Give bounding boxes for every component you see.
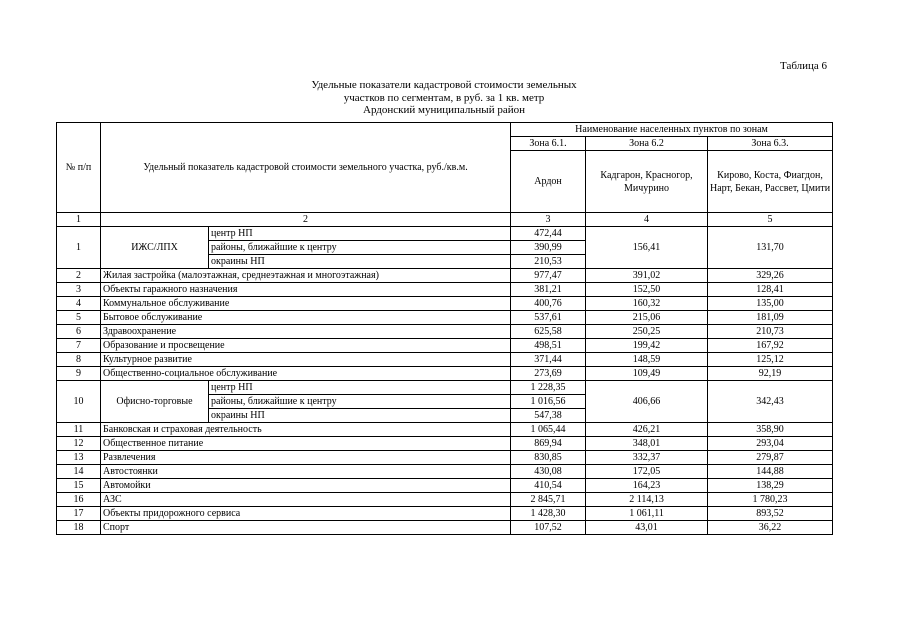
zone-1-value: 390,99	[511, 241, 586, 255]
zone-3-value: 131,70	[708, 227, 833, 269]
zone-2-value: 43,01	[586, 521, 708, 535]
zone-3-value: 128,41	[708, 283, 833, 297]
table-row	[57, 493, 833, 507]
sub-row-name: окраины НП	[209, 409, 511, 423]
zone-3-value: 342,43	[708, 381, 833, 423]
row-number: 15	[57, 479, 101, 493]
title-line-3: Ардонский муниципальный район	[363, 104, 525, 116]
zone-3-value: 135,00	[708, 297, 833, 311]
col-number: 4	[586, 213, 708, 227]
table-row	[57, 353, 833, 367]
sub-row-name: центр НП	[209, 381, 511, 395]
sub-row-name: районы, ближайшие к центру	[209, 241, 511, 255]
sub-row-name: районы, ближайшие к центру	[209, 395, 511, 409]
zone-2-value: 156,41	[586, 227, 708, 269]
row-name: Бытовое обслуживание	[101, 311, 511, 325]
zone-1-value: 625,58	[511, 325, 586, 339]
table-row	[57, 479, 833, 493]
table-row	[57, 325, 833, 339]
zone-1-value: 1 228,35	[511, 381, 586, 395]
row-number: 17	[57, 507, 101, 521]
zone-3-value: 181,09	[708, 311, 833, 325]
zone-3-value: 329,26	[708, 269, 833, 283]
zone-1-value: 1 016,56	[511, 395, 586, 409]
header-zone-3: Зона 6.3.	[708, 137, 833, 151]
zone-2-value: 160,32	[586, 297, 708, 311]
zone-2-value: 109,49	[586, 367, 708, 381]
row-number: 3	[57, 283, 101, 297]
row-name: Коммунальное обслуживание	[101, 297, 511, 311]
zone-2-value: 199,42	[586, 339, 708, 353]
zone-3-value: 138,29	[708, 479, 833, 493]
sub-row-name: центр НП	[209, 227, 511, 241]
row-number: 7	[57, 339, 101, 353]
cadastral-value-table	[56, 122, 833, 535]
col-number: 1	[57, 213, 101, 227]
zone-1-value: 537,61	[511, 311, 586, 325]
zone-1-value: 498,51	[511, 339, 586, 353]
table-row	[57, 339, 833, 353]
header-zone-2: Зона 6.2	[586, 137, 708, 151]
table-row	[57, 381, 833, 395]
table-row	[57, 269, 833, 283]
sub-row-name: окраины НП	[209, 255, 511, 269]
row-number: 13	[57, 451, 101, 465]
table-label: Таблица 6	[780, 60, 828, 72]
zone-2-value: 1 061,11	[586, 507, 708, 521]
header-settlement-3: Кирово, Коста, Фиагдон, Нарт, Бекан, Рассвет, Цмити	[708, 151, 833, 213]
zone-3-value: 893,52	[708, 507, 833, 521]
row-name: Автостоянки	[101, 465, 511, 479]
row-name: Жилая застройка (малоэтажная, среднеэтажная и многоэтажная)	[101, 269, 511, 283]
header-settlement-2: Кадгарон, Красногор, Мичурино	[586, 151, 708, 213]
zone-1-value: 1 065,44	[511, 423, 586, 437]
zone-1-value: 472,44	[511, 227, 586, 241]
zone-3-value: 1 780,23	[708, 493, 833, 507]
title-line-2: участков по сегментам, в руб. за 1 кв. метр	[343, 91, 545, 104]
zone-2-value: 215,06	[586, 311, 708, 325]
zone-2-value: 2 114,13	[586, 493, 708, 507]
col-number: 2	[101, 213, 511, 227]
row-number: 1	[57, 227, 101, 269]
row-name: АЗС	[101, 493, 511, 507]
table-row	[57, 465, 833, 479]
zone-1-value: 869,94	[511, 437, 586, 451]
zone-3-value: 167,92	[708, 339, 833, 353]
row-number: 6	[57, 325, 101, 339]
zone-2-value: 148,59	[586, 353, 708, 367]
row-number: 9	[57, 367, 101, 381]
row-name: Здравоохранение	[101, 325, 511, 339]
table-row	[57, 227, 833, 241]
zone-1-value: 977,47	[511, 269, 586, 283]
header-indicator: Удельный показатель кадастровой стоимости земельного участка, руб./кв.м.	[101, 123, 511, 213]
row-number: 5	[57, 311, 101, 325]
row-name: ИЖС/ЛПХ	[101, 227, 209, 269]
table-row	[57, 507, 833, 521]
zone-2-value: 172,05	[586, 465, 708, 479]
zone-2-value: 332,37	[586, 451, 708, 465]
table-row	[57, 311, 833, 325]
col-number: 3	[511, 213, 586, 227]
zone-1-value: 1 428,30	[511, 507, 586, 521]
row-number: 10	[57, 381, 101, 423]
row-number: 11	[57, 423, 101, 437]
zone-2-value: 152,50	[586, 283, 708, 297]
table-row	[57, 437, 833, 451]
row-number: 8	[57, 353, 101, 367]
header-settlement-1: Ардон	[511, 151, 586, 213]
header-row-1	[57, 123, 833, 137]
document-title	[56, 79, 832, 117]
zone-2-value: 391,02	[586, 269, 708, 283]
col-number: 5	[708, 213, 833, 227]
header-num: № п/п	[57, 123, 101, 213]
zone-3-value: 144,88	[708, 465, 833, 479]
zone-3-value: 92,19	[708, 367, 833, 381]
zone-1-value: 400,76	[511, 297, 586, 311]
table-row	[57, 521, 833, 535]
zone-1-value: 547,38	[511, 409, 586, 423]
row-number: 14	[57, 465, 101, 479]
zone-2-value: 406,66	[586, 381, 708, 423]
zone-2-value: 348,01	[586, 437, 708, 451]
row-name: Объекты гаражного назначения	[101, 283, 511, 297]
row-name: Культурное развитие	[101, 353, 511, 367]
zone-1-value: 107,52	[511, 521, 586, 535]
title-line-1: Удельные показатели кадастровой стоимости земельных	[311, 79, 577, 91]
row-name: Автомойки	[101, 479, 511, 493]
zone-1-value: 273,69	[511, 367, 586, 381]
zone-3-value: 210,73	[708, 325, 833, 339]
zone-1-value: 830,85	[511, 451, 586, 465]
row-number: 12	[57, 437, 101, 451]
table-row	[57, 367, 833, 381]
row-name: Спорт	[101, 521, 511, 535]
zone-3-value: 358,90	[708, 423, 833, 437]
row-number: 4	[57, 297, 101, 311]
table-row	[57, 283, 833, 297]
row-name: Объекты придорожного сервиса	[101, 507, 511, 521]
zone-3-value: 293,04	[708, 437, 833, 451]
zone-2-value: 426,21	[586, 423, 708, 437]
zone-2-value: 164,23	[586, 479, 708, 493]
table-row	[57, 423, 833, 437]
zone-3-value: 279,87	[708, 451, 833, 465]
zone-1-value: 2 845,71	[511, 493, 586, 507]
row-name: Развлечения	[101, 451, 511, 465]
column-numbers-row	[57, 213, 833, 227]
row-number: 2	[57, 269, 101, 283]
row-name: Образование и просвещение	[101, 339, 511, 353]
zone-2-value: 250,25	[586, 325, 708, 339]
zone-1-value: 371,44	[511, 353, 586, 367]
table-row	[57, 451, 833, 465]
row-number: 18	[57, 521, 101, 535]
row-name: Банковская и страховая деятельность	[101, 423, 511, 437]
zone-1-value: 381,21	[511, 283, 586, 297]
row-number: 16	[57, 493, 101, 507]
row-name: Общественно-социальное обслуживание	[101, 367, 511, 381]
header-zones-title: Наименование населенных пунктов по зонам	[511, 123, 833, 137]
zone-3-value: 125,12	[708, 353, 833, 367]
table-row	[57, 297, 833, 311]
header-zone-1: Зона 6.1.	[511, 137, 586, 151]
zone-1-value: 210,53	[511, 255, 586, 269]
row-name: Общественное питание	[101, 437, 511, 451]
zone-1-value: 410,54	[511, 479, 586, 493]
row-name: Офисно-торговые	[101, 381, 209, 423]
zone-3-value: 36,22	[708, 521, 833, 535]
zone-1-value: 430,08	[511, 465, 586, 479]
